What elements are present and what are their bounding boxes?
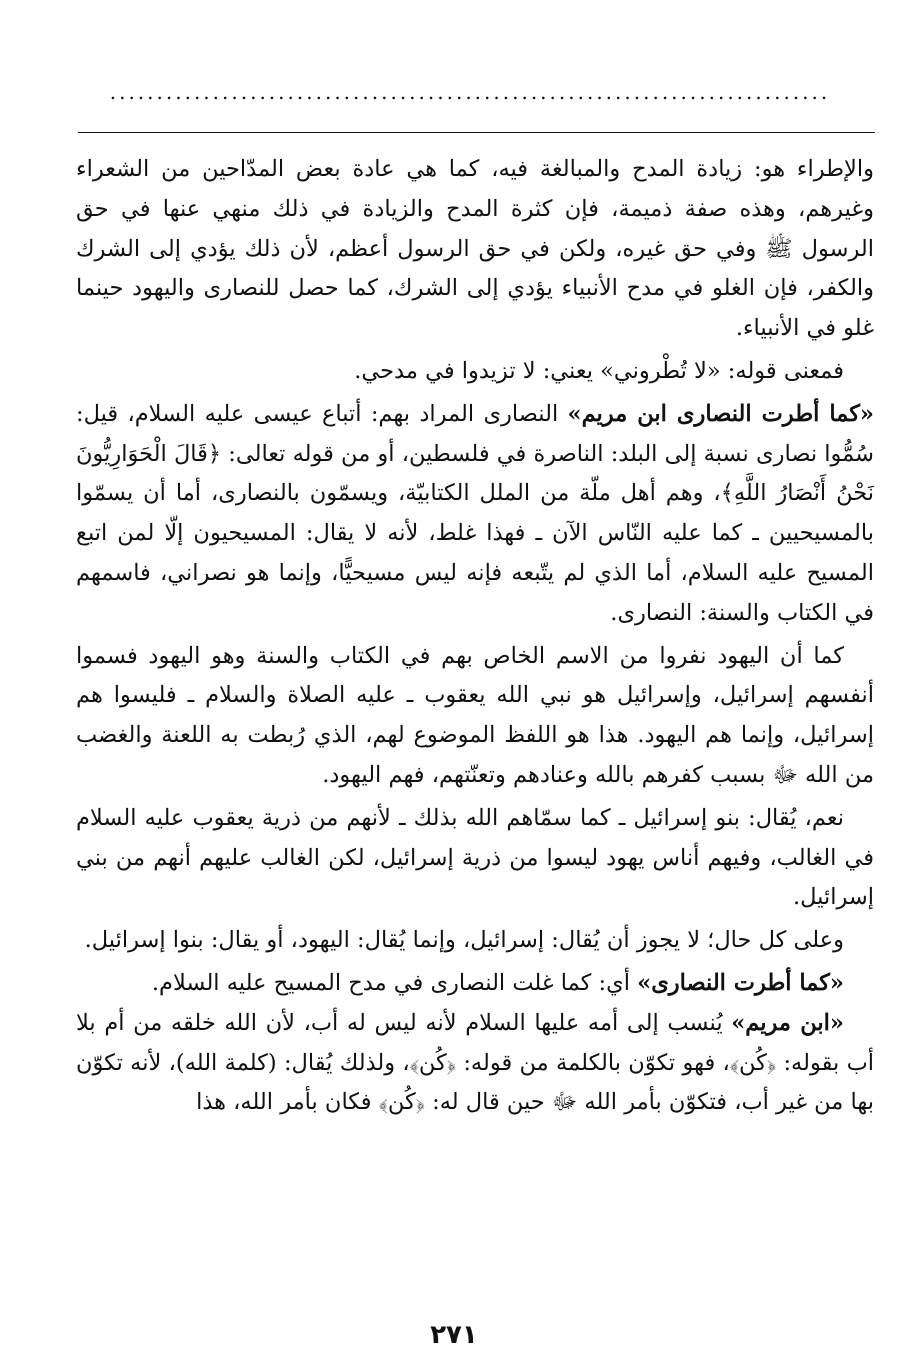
paragraph-text: كما أن اليهود نفروا من الاسم الخاص بهم في الكتاب والسنة وهو اليهود فسموا أنفسهم إسرائيل، وإسرائيل هو نبي الله يعقوب ـ عليه الصلاة والسلام ـ فليسوا هم إسرائيل، وإنما هم اليهود. هذا هو اللفظ الموضوع لهم، الذي رُبطت به اللعنة والغضب من الله ﷻ بسبب كفرهم بالله وعنادهم وتعنّتهم، فهم اليهود. [76,642,874,788]
header-rule [78,132,875,133]
paragraph-text: يُنسب إلى أمه عليها السلام لأنه ليس له أب، لأن الله خلقه من أم بلا أب بقوله: ﴿كُن﴾، فهو تكوّن بالكلمة من قوله: ﴿كُن﴾، ولذلك يُقال: (كلمة الله)، لأنه تكوّن بها من غير أب، فتكوّن بأمر الله ﷻ حين قال له: ﴿كُن﴾ فكان بأمر الله، هذا [76,1009,874,1116]
quoted-phrase: «كما أطرت النصارى» [637,969,844,996]
paragraph-yahud [76,637,874,796]
paragraph-text: نعم، يُقال: بنو إسرائيل ـ كما سمّاهم الله بذلك ـ لأنهم من ذرية يعقوب عليه السلام في الغالب، وفيهم أناس يهود ليسوا من ذرية إسرائيل، لكن الغالب عليهم أنهم من بني إسرائيل. [76,804,874,911]
paragraph-text: فمعنى قوله: «لا تُطْروني» يعني: لا تزيدوا في مدحي. [354,357,844,384]
paragraph-bani-israil [76,799,874,918]
paragraph-text: أي: كما غلت النصارى في مدح المسيح عليه السلام. [151,969,638,996]
quoted-phrase: «ابن مريم» [731,1009,844,1036]
header-dotted-line: ............................................................................. [109,82,831,102]
paragraph-la-tutruni [76,352,874,392]
paragraph-kama-atrat [76,964,874,1004]
paragraph-ibn-maryam [76,1004,874,1123]
paragraph-text: النصارى المراد بهم: أتباع عيسى عليه السلام، قيل: سُمُّوا نصارى نسبة إلى البلد: الناصرة في فلسطين، أو من قوله تعالى: ﴿قَالَ الْحَوَارِيُّونَ نَحْنُ أَنْصَارُ اللَّهِ﴾، وهم أهل ملّة من الملل الكتابيّة، ويسمّون بالنصارى، أما أن يسمّوا بالمسيحيين ـ كما عليه النّاس الآن ـ فهذا غلط، لأنه لا يقال: المسيحيون إلّا لمن اتبع المسيح عليه السلام، أما الذي لم يتّبعه فإنه ليس مسيحيًّا، وإنما هو نصراني، فاسمهم في الكتاب والسنة: النصارى. [76,400,874,626]
paragraph-text: والإطراء هو: زيادة المدح والمبالغة فيه، كما هي عادة بعض المدّاحين من الشعراء وغيرهم، وهذه صفة ذميمة، فإن كثرة المدح والزيادة في ذلك منهي عنها في حق الرسول ﷺ وفي حق غيره، ولكن في حق الرسول أعظم، لأن ذلك يؤدي إلى الشرك والكفر، فإن الغلو في مدح الأنبياء يؤدي إلى الشرك، كما حصل للنصارى واليهود حينما غلو في الأنبياء. [76,156,874,342]
paragraph-nasara [76,395,874,634]
page-number: ٢٧١ [430,1320,478,1350]
paragraph-itra-definition [76,150,874,349]
paragraph-ala-kull-hal [76,921,874,961]
quoted-phrase: «كما أطرت النصارى ابن مريم» [567,400,874,427]
page-body [76,150,874,1123]
paragraph-text: وعلى كل حال؛ لا يجوز أن يُقال: إسرائيل، وإنما يُقال: اليهود، أو يقال: بنوا إسرائيل. [84,927,844,954]
